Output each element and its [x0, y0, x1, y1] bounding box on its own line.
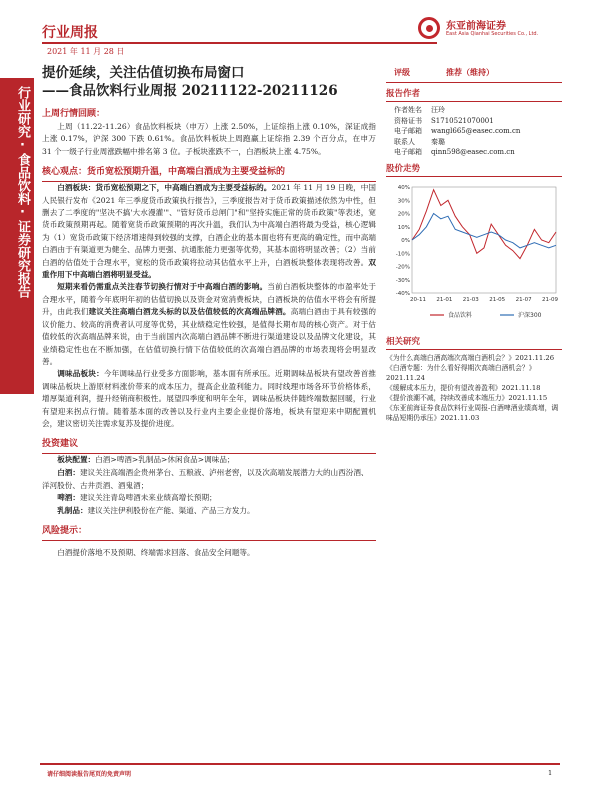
y-tick-label: 40% [397, 184, 410, 191]
risk-heading: 风险提示： [42, 526, 88, 537]
plot-frame [412, 187, 556, 293]
invest-heading: 投资建议 [42, 439, 79, 450]
condiment-paragraph [42, 368, 376, 430]
sidebar-label: 行业研究·食品饮料·证券研究报告 [15, 86, 30, 298]
series-line [412, 213, 556, 247]
short-term-bold: 短期来看仍需重点关注春节切换行情对于中高端白酒的影响。 [57, 282, 268, 292]
config-label: 板块配置： [57, 455, 96, 465]
baijiu-recommend-line [42, 467, 376, 492]
analyst-divider [386, 101, 562, 102]
related-heading: 相关研究 [386, 336, 421, 347]
brand-logo [418, 15, 568, 49]
analyst-row [386, 105, 562, 116]
y-tick-label: 10% [397, 224, 410, 231]
report-subtitle: ——食品饮料行业周报 20211122-20211126 [42, 83, 338, 99]
baijiu-recommend-text: 建议关注高端酒企贵州茅台、五粮液、泸州老窖，以及次高端发展潜力大的山西汾酒、洋河股份、古井贡酒、酒鬼酒； [42, 467, 369, 490]
analyst-email[interactable]: qinn598@easec.com.cn [431, 148, 515, 157]
rating-divider [386, 82, 562, 83]
stock-trend-chart [386, 181, 562, 331]
y-tick-label: -30% [395, 277, 410, 284]
x-tick-label: 20-11 [410, 296, 426, 303]
brand-name-cn: 东亚前海证券 [446, 21, 506, 32]
x-tick-label: 21-05 [489, 296, 506, 303]
analyst-key: 作者姓名 [394, 106, 422, 114]
analyst-heading: 报告作者 [386, 89, 421, 99]
related-divider [386, 349, 562, 350]
analyst-row [386, 126, 562, 137]
config-line [42, 454, 376, 467]
x-tick-label: 21-07 [515, 296, 532, 303]
side-column [386, 64, 562, 423]
beer-text: 建议关注青岛啤酒未来业绩高增长预期； [79, 493, 217, 503]
review-paragraph: 上周（11.22-11.26）食品饮料板块（申万）上涨 2.50%，上证综指上涨 0.10%，深证成指上涨 0.17%，沪深 300 下跌 0.61%。食品饮料板块上周跑赢上证综指 2.39 个百分点，在申万 31 个一级子行业周涨跌幅中排名第 3 位。子板块涨跌不一，白酒板块上涨 4.75%。 [42, 122, 376, 156]
report-title: 提价延续，关注估值切换布局窗口 [42, 65, 245, 81]
footer-divider [40, 763, 560, 765]
baijiu-recommend-label: 白酒： [57, 467, 80, 477]
analyst-key: 联系人 [394, 137, 415, 146]
legend-label: 沪深300 [518, 311, 542, 319]
series-line [412, 190, 556, 259]
brand-name-en: East Asia Qianhai Securities Co., Ltd. [446, 31, 539, 37]
dairy-text: 建议关注伊利股份在产能、渠道、产品三方发力。 [87, 505, 255, 515]
report-date: 2021 年 11 月 28 日 [47, 47, 125, 56]
y-tick-label: -20% [395, 264, 410, 271]
analyst-key: 电子邮箱 [394, 148, 422, 157]
baijiu-text: 2021 年 11 月 19 日晚，中国人民银行发布《2021 年三季度货币政策执行报告》，三季度报告对于货币政策描述依然为中性，但删去了二季度的"坚决不搞'大水漫灌'"、"管好货币总闸门"和"坚持实施正常的货币政策"等表述，宽货币政策预期再起。随着宽货币政策预期的再次升温，我们认为中高端白酒将最为受益，核心逻辑为（1）宽货币政策下经济增速得到较强的支撑，白酒企业的基本面也将有更高的确定性，而中高端白酒由于有渠道更为健全、品牌力更强、抗通胀能力更强等优势，其基本面将明显改善；（2）当前白酒的估值处于合理水平，宽松的货币政策将拉动其估值水平上升，白酒板块整体表现将改善。 [42, 183, 376, 267]
short-term-text: 当前白酒板块整体的市盈率处于合理水平，随着今年底明年初的估值切换以及资金对宽消费板块，白酒板块的估值水平将会有所提升，由此我们 [42, 282, 377, 317]
analyst-info [386, 105, 562, 158]
legend-label: 食品饮料 [448, 311, 473, 319]
related-item[interactable]: 《白酒专题：为什么看好得期次高端白酒机会？》2021.11.24 [386, 363, 536, 382]
trend-chart-svg [386, 181, 562, 331]
rating-label: 评级 [394, 67, 410, 77]
baijiu-label: 白酒板块：货币宽松预期之下，中高端白酒成为主要受益标的。 [57, 183, 272, 193]
analyst-key: 资格证书 [394, 116, 422, 125]
related-list [386, 353, 562, 423]
related-item[interactable]: 《为什么高端白酒高端次高端白酒机会？》2021.11.26 [386, 353, 555, 362]
y-tick-label: 0% [401, 237, 410, 244]
header-divider [42, 42, 437, 44]
condiment-text: 今年调味品行业受多方面影响，基本面有所承压。近期调味品板块有望改善首推调味品板块上游原材料涨价带来的成本压力，提高企业盈利能力。同时线理市场各环节价格体系，增厚渠道利润，提升经销商积极性。展望四季度和明年全年，调味品板块伴随终端数据回暖，行业有望迎来拐点行情。随着基本面的改善以及行业内主要企业提价落地，板块有望迎来中期配置机会，建议密切关注需求复苏及提价进度。 [42, 369, 377, 428]
risk-paragraph: 白酒提价落地不及预期、终端需求回落、食品安全问题等。 [57, 548, 255, 558]
analyst-row [386, 137, 562, 148]
x-tick-label: 21-09 [542, 296, 558, 303]
dairy-label: 乳制品： [57, 505, 88, 515]
section-divider [42, 540, 376, 541]
short-term-paragraph [42, 281, 376, 368]
condiment-label: 调味品板块： [57, 369, 104, 379]
rating-box [386, 64, 562, 80]
baijiu-conclusion: 双重作用下中高端白酒将明显受益。 [42, 257, 376, 280]
dairy-line [42, 505, 376, 518]
related-item[interactable]: 《东亚前海证券食品饮料行业周报-白酒啤酒业绩高增，调味品短期仍承压》2021.11.03 [386, 403, 559, 422]
analyst-email[interactable]: wangl665@easec.com.cn [431, 127, 521, 136]
core-heading: 核心观点：货币宽松预期升温，中高端白酒成为主要受益标的 [42, 167, 286, 178]
analyst-row [386, 147, 562, 158]
short-term-text2: 高端白酒由于具有较强的议价能力、较高的消费者认可度等优势，其业绩稳定性较强，是值得长期布局的核心资产。对于估值较低的次高端品牌来说，由于当前国内次高端白酒品牌不断进行渠道建设以及品牌文化建设，其业绩稳定性也在不断加强，在估值切换行情下估值较低的次高端白酒品牌的市场表现将会明显改善。 [42, 307, 377, 366]
trend-divider [386, 176, 562, 177]
rating-value: 推荐（维持） [446, 67, 494, 77]
footer-disclaimer: 请仔细阅读报告尾页的免责声明 [47, 771, 132, 778]
logo-icon [418, 17, 440, 39]
y-tick-label: -10% [395, 251, 410, 258]
sidebar-banner [0, 78, 34, 394]
beer-label: 啤酒： [57, 493, 80, 503]
analyst-value: S1710521070001 [431, 116, 494, 125]
y-tick-label: 20% [397, 211, 410, 218]
related-item[interactable]: 《提价浪潮不减，持续改善成本端压力》2021.11.15 [386, 393, 548, 402]
config-text: 白酒>啤酒>乳制品>休闲食品>调味品； [95, 455, 235, 465]
page-number: 1 [548, 769, 553, 777]
review-heading: 上周行情回顾： [42, 109, 106, 119]
baijiu-paragraph [42, 182, 376, 281]
page-header [0, 0, 600, 60]
beer-line [42, 492, 376, 505]
x-tick-label: 21-01 [436, 296, 453, 303]
short-term-bold2: 建议关注高端白酒龙头标的以及估值较低的次高端品牌酒。 [88, 307, 291, 317]
report-category: 行业周报 [42, 25, 98, 41]
analyst-value: 汪玲 [431, 106, 445, 114]
y-tick-label: -40% [395, 290, 410, 297]
analyst-key: 电子邮箱 [394, 127, 422, 136]
analyst-row [386, 116, 562, 127]
y-tick-label: 30% [397, 198, 410, 205]
trend-heading: 股价走势 [386, 163, 421, 174]
x-tick-label: 21-03 [462, 296, 479, 303]
main-column [42, 64, 376, 560]
analyst-value: 秦璐 [431, 137, 445, 146]
related-item[interactable]: 《缓解成本压力，提价有望改善盈利》2021.11.18 [386, 383, 541, 392]
